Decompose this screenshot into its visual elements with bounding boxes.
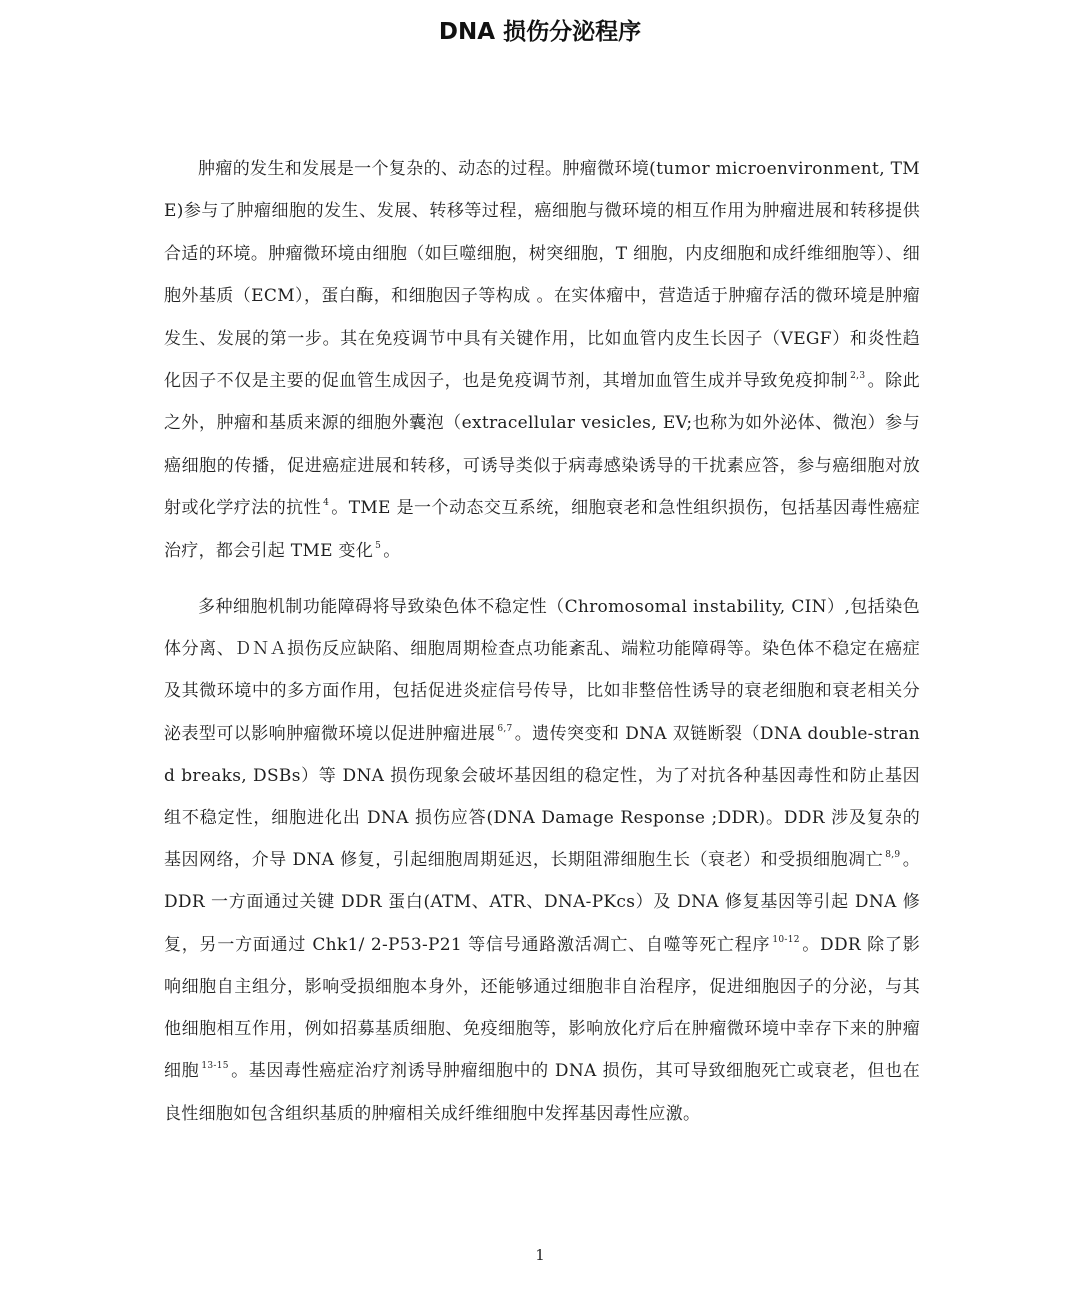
- document-body: [164, 148, 920, 1149]
- document-title: DNA 损伤分泌程序: [438, 19, 642, 45]
- citation-superscript: 4: [323, 498, 330, 509]
- paragraph-text: 。遗传突变和 DNA 双链断裂（DNA double-strand breaks, DSBs）等 DNA 损伤现象会破坏基因组的稳定性，为了对抗各种基因毒性和防止基因组不稳定性，细胞进化出 DNA 损伤应答(DNA Damage Response ;DDR)。DDR 涉及复杂的基因网络，介导 DNA 修复，引起细胞周期延迟，长期阻滞细胞生长（衰老）和受损细胞凋亡: [164, 723, 920, 871]
- paragraph-1: [164, 148, 920, 572]
- citation-superscript: 13-15: [201, 1061, 229, 1072]
- citation-superscript: 2,3: [850, 371, 866, 382]
- citation-superscript: 8,9: [885, 850, 901, 861]
- paragraph-text: 。除此之外，肿瘤和基质来源的细胞外囊泡（extracellular vesicles, EV;也称为如外泌体、微泡）参与癌细胞的传播，促进癌症进展和转移，可诱导类似于病毒感染诱导的干扰素应答，参与癌细胞对放射或化学疗法的抗性: [164, 371, 921, 519]
- citation-superscript: 5: [375, 540, 382, 551]
- paragraph-text: 。TME 是一个动态交互系统，细胞衰老和急性组织损伤，包括基因毒性癌症治疗，都会引起 TME 变化: [164, 498, 920, 561]
- paragraph-text: 。: [383, 540, 401, 561]
- citation-superscript: 6,7: [497, 723, 513, 734]
- paragraph-text: 多种细胞机制功能障碍将导致染色体不稳定性（Chromosomal instability, CIN）,包括染色体分离、ＤＮＡ损伤反应缺陷、细胞周期检查点功能紊乱、端粒功能障碍等。染色体不稳定在癌症及其微环境中的多方面作用，包括促进炎症信号传导，比如非整倍性诱导的衰老细胞和衰老相关分泌表型可以影响肿瘤微环境以促进肿瘤进展: [164, 597, 920, 744]
- paragraph-text: 。DDR 一方面通过关键 DDR 蛋白(ATM、ATR、DNA-PKcs）及 DNA 修复基因等引起 DNA 修复，另一方面通过 Chk1/ 2-P53-P21 等信号通路激活凋亡、自噬等死亡程序: [164, 850, 920, 955]
- page-number: 1: [535, 1246, 545, 1264]
- paragraph-2: [164, 586, 920, 1135]
- paragraph-text: 。DDR 除了影响细胞自主组分，影响受损细胞本身外，还能够通过细胞非自治程序，促进细胞因子的分泌，与其他细胞相互作用，例如招募基质细胞、免疫细胞等，影响放化疗后在肿瘤微环境中幸存下来的肿瘤细胞: [164, 934, 920, 1082]
- citation-superscript: 10-12: [772, 934, 800, 945]
- paragraph-text: 肿瘤的发生和发展是一个复杂的、动态的过程。肿瘤微环境(tumor microenvironment, TME)参与了肿瘤细胞的发生、发展、转移等过程，癌细胞与微环境的相互作用为肿瘤进展和转移提供合适的环境。肿瘤微环境由细胞（如巨噬细胞，树突细胞，T 细胞，内皮细胞和成纤维细胞等）、细胞外基质（ECM），蛋白酶，和细胞因子等构成 。在实体瘤中，营造适于肿瘤存活的微环境是肿瘤发生、发展的第一步。其在免疫调节中具有关键作用，比如血管内皮生长因子（VEGF）和炎性趋化因子不仅是主要的促血管生成因子，也是免疫调节剂，其增加血管生成并导致免疫抑制: [164, 159, 920, 392]
- paragraph-text: 。基因毒性癌症治疗剂诱导肿瘤细胞中的 DNA 损伤，其可导致细胞死亡或衰老，但也在良性细胞如包含组织基质的肿瘤相关成纤维细胞中发挥基因毒性应激。: [164, 1061, 920, 1124]
